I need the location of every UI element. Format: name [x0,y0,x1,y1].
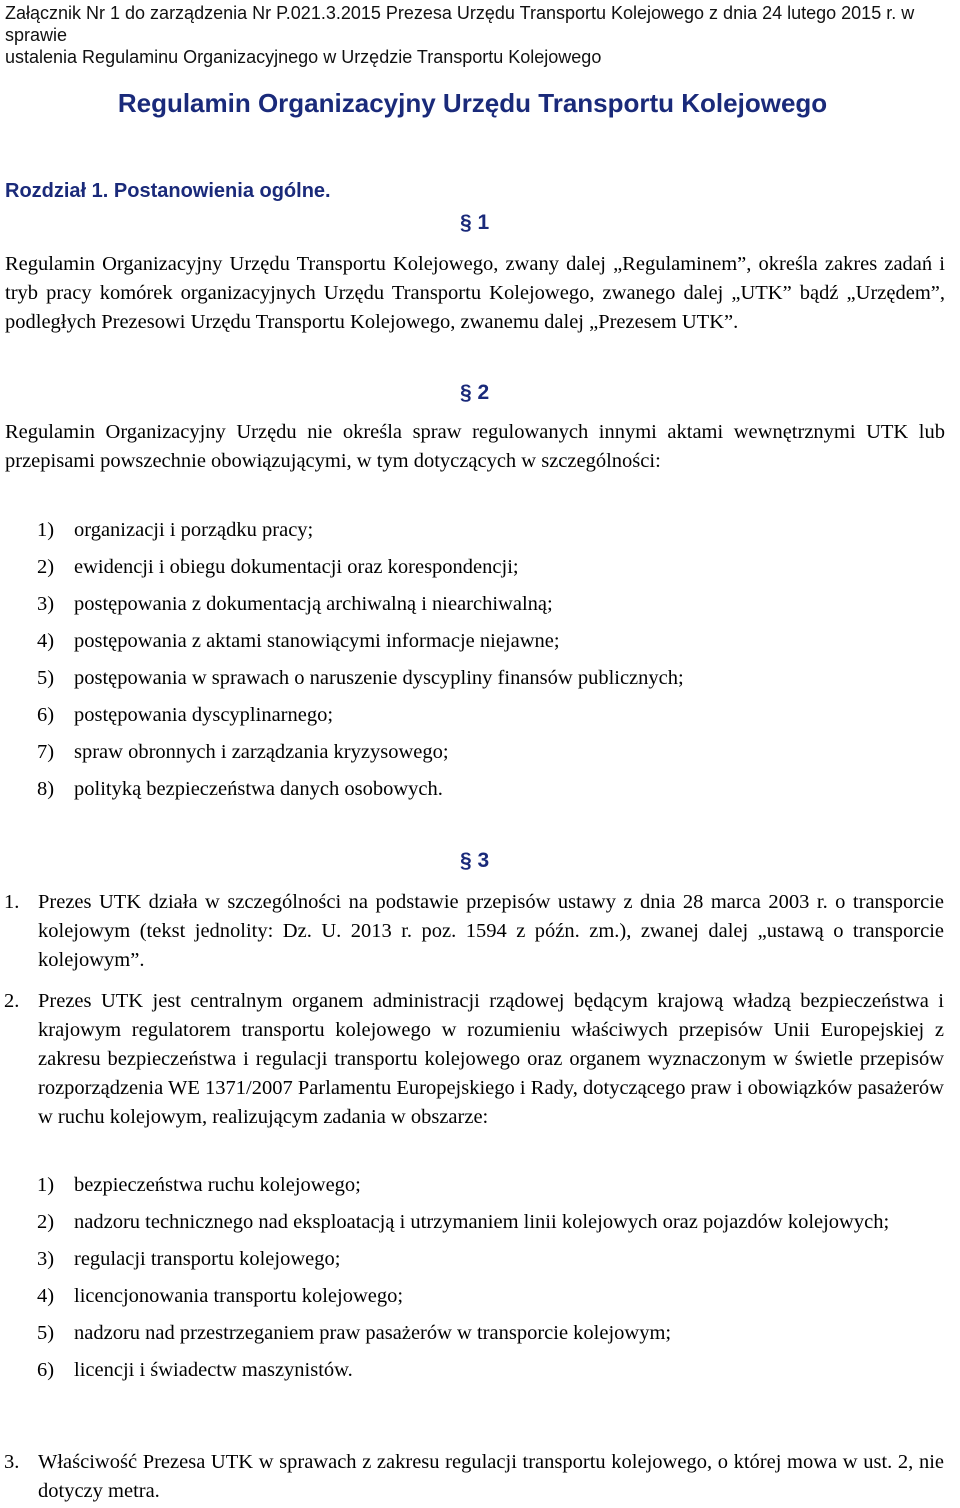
document-title: Regulamin Organizacyjny Urzędu Transportu Kolejowego [117,88,828,118]
list-item: 3) regulacji transportu kolejowego; [37,1248,341,1270]
list-item: 1) organizacji i porządku pracy; [37,519,314,541]
section-2-text: Regulamin Organizacyjny Urzędu nie określa spraw regulowanych innymi aktami wewnętrznymi UTK lub przepisami powszechnie obowiązującymi, w tym dotyczących w szczególności: [5,421,945,472]
paragraph-number: 2. [4,990,20,1012]
list-item: 1) bezpieczeństwa ruchu kolejowego; [37,1174,361,1196]
section-3-paragraph-3 [4,1448,944,1506]
list-item: 5) nadzoru nad przestrzeganiem praw pasażerów w transporcie kolejowym; [37,1322,672,1344]
list-item: 4) postępowania z aktami stanowiącymi informacje niejawne; [37,630,560,652]
header-line-2: ustalenia Regulaminu Organizacyjnego w Urzędzie Transportu Kolejowego [5,47,602,67]
paragraph-number: 3. [4,1451,20,1473]
chapter-heading: Rozdział 1. Postanowienia ogólne. [5,180,331,202]
list-item: 6) postępowania dyscyplinarnego; [37,704,334,726]
section-3-paragraph-1 [4,888,944,975]
list-item: 2) ewidencji i obiegu dokumentacji oraz korespondencji; [37,556,519,578]
paragraph-text: Właściwość Prezesa UTK w sprawach z zakresu regulacji transportu kolejowego, o której mowa w ust. 2, nie dotyczy metra. [38,1451,944,1502]
header-line-1: Załącznik Nr 1 do zarządzenia Nr P.021.3.2015 Prezesa Urzędu Transportu Kolejowego z dnia 24 lutego 2015 r. w sprawie [5,3,915,45]
list-item: 5) postępowania w sprawach o naruszenie dyscypliny finansów publicznych; [37,667,684,689]
paragraph-text: Prezes UTK jest centralnym organem administracji rządowej będącym krajową władzą bezpieczeństwa i krajowym regulatorem transportu kolejowego w rozumieniu właściwych przepisów Unii Europejskiej z zakresu bezpieczeństwa i regulacji transportu kolejowego oraz organem wyznaczonym w świetle przepisów rozporządzenia WE 1371/2007 Parlamentu Europejskiego i Rady, dotyczącego praw i obowiązków pasażerów w ruchu kolejowym, realizującym zadania w obszarze: [38,990,944,1128]
list-item: 3) postępowania z dokumentacją archiwalną i niearchiwalną; [37,593,553,615]
section-2-list [37,516,937,804]
section-1-text: Regulamin Organizacyjny Urzędu Transportu Kolejowego, zwany dalej „Regulaminem”, określa zakres zadań i tryb pracy komórek organizacyjnych Urzędu Transportu Kolejowego, zwanego dalej „UTK” bądź „Urzędem”, podległych Prezesowi Urzędu Transportu Kolejowego, zwanemu dalej „Prezesem UTK”. [5,253,945,333]
paragraph-number: 1. [4,891,20,913]
list-item: 2) nadzoru technicznego nad eksploatacją i utrzymaniem linii kolejowych oraz pojazdów kolejowych; [37,1211,890,1233]
section-1-heading: § 1 [460,211,490,234]
list-item: 8) polityką bezpieczeństwa danych osobowych. [37,778,443,800]
section-3-list [37,1171,943,1385]
list-item: 4) licencjonowania transportu kolejowego; [37,1285,404,1307]
section-3-paragraph-2 [4,987,944,1132]
list-item: 6) licencji i świadectw maszynistów. [37,1359,353,1381]
paragraph-text: Prezes UTK działa w szczególności na podstawie przepisów ustawy z dnia 28 marca 2003 r. o transporcie kolejowym (tekst jednolity: Dz. U. 2013 r. poz. 1594 z późn. zm.), zwanej dalej „ustawą o transporcie kolejowym”. [38,891,944,971]
section-2-heading: § 2 [460,381,490,404]
attachment-header [5,2,950,68]
section-3-heading: § 3 [460,849,490,872]
list-item: 7) spraw obronnych i zarządzania kryzysowego; [37,741,449,763]
